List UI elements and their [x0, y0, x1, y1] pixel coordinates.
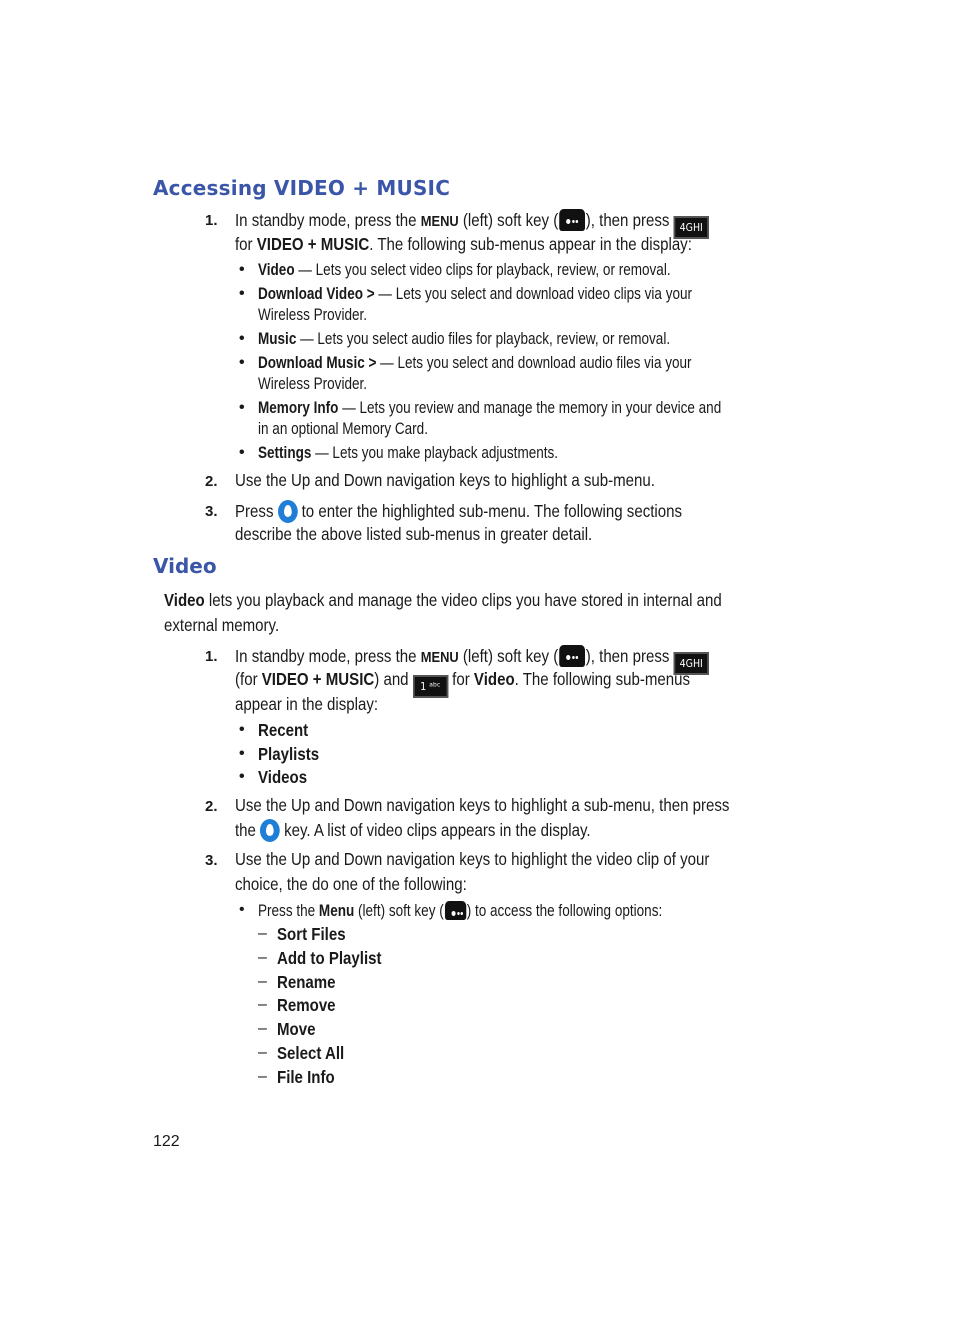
- bullet: •: [239, 768, 245, 785]
- bullet: •: [239, 330, 245, 347]
- option-sort-files: Sort Files: [277, 924, 346, 944]
- bullet: •: [239, 354, 245, 371]
- dash: –: [258, 925, 267, 942]
- v-step2-line2: the key. A list of video clips appears in the display.: [235, 820, 591, 840]
- bullet: •: [239, 285, 245, 302]
- dash: –: [258, 1020, 267, 1037]
- section-title-video: Video: [153, 554, 217, 578]
- step-number: 1.: [205, 648, 218, 665]
- step3-line1: Press to enter the highlighted sub-menu. The following sections: [235, 501, 683, 521]
- submenu-recent: Recent: [258, 720, 309, 740]
- option-file-info: File Info: [277, 1067, 335, 1087]
- step-number: 3.: [205, 503, 218, 520]
- key-4-icon: 4GHI: [674, 216, 709, 239]
- option-add-to-playlist: Add to Playlist: [277, 948, 382, 968]
- bullet-settings: Settings — Lets you make playback adjustments.: [258, 444, 559, 462]
- step-number: 3.: [205, 852, 218, 869]
- bullet-download-music: Download Music > — Lets you select and download audio files via your: [258, 354, 692, 372]
- bullet: •: [239, 399, 245, 416]
- option-rename: Rename: [277, 972, 336, 992]
- bullet-download-video-cont: Wireless Provider.: [258, 306, 368, 324]
- option-remove: Remove: [277, 995, 336, 1015]
- bullet: •: [239, 261, 245, 278]
- submenu-playlists: Playlists: [258, 744, 320, 764]
- v-step1-line1: In standby mode, press the MENU (left) soft key ( ), then press 4GHI: [235, 645, 709, 675]
- v-step3-line2: choice, the do one of the following:: [235, 874, 467, 894]
- step-number: 2.: [205, 473, 218, 490]
- step-number: 1.: [205, 212, 218, 229]
- left-soft-key-icon: [559, 645, 585, 667]
- ok-key-icon: [278, 500, 298, 523]
- bullet: •: [239, 901, 245, 918]
- page-number: 122: [153, 1133, 180, 1150]
- dash: –: [258, 1044, 267, 1061]
- v-step1-line2: (for VIDEO + MUSIC) and 1 ᵃᵇᶜ for Video. The following sub-menus: [235, 669, 690, 698]
- bullet: •: [239, 444, 245, 461]
- option-select-all: Select All: [277, 1043, 345, 1063]
- step-number: 2.: [205, 798, 218, 815]
- key-4-icon: 4GHI: [674, 652, 709, 675]
- menu-key-label: MENU: [420, 213, 459, 230]
- left-soft-key-icon: [559, 209, 585, 231]
- menu-key-label: MENU: [420, 649, 459, 666]
- left-soft-key-icon: [445, 901, 466, 920]
- dash: –: [258, 1068, 267, 1085]
- step1-line2: for VIDEO + MUSIC. The following sub-menus appear in the display:: [235, 234, 692, 254]
- dash: –: [258, 949, 267, 966]
- dash: –: [258, 996, 267, 1013]
- v-step3-line1: Use the Up and Down navigation keys to highlight the video clip of your: [235, 849, 710, 869]
- bullet-download-video: Download Video > — Lets you select and download video clips via your: [258, 285, 693, 303]
- bullet-music: Music — Lets you select audio files for playback, review, or removal.: [258, 330, 671, 348]
- option-move: Move: [277, 1019, 316, 1039]
- step1-line1: In standby mode, press the MENU (left) soft key ( ), then press 4GHI: [235, 209, 709, 239]
- video-intro-line1: Video lets you playback and manage the video clips you have stored in internal and: [164, 590, 722, 610]
- bullet: •: [239, 745, 245, 762]
- step3-line2: describe the above listed sub-menus in greater detail.: [235, 524, 593, 544]
- submenu-videos: Videos: [258, 767, 308, 787]
- key-1-icon: 1 ᵃᵇᶜ: [413, 675, 448, 698]
- option-instruction: Press the Menu (left) soft key ( ) to access the following options:: [258, 902, 663, 920]
- ok-key-icon: [260, 819, 280, 842]
- dash: –: [258, 973, 267, 990]
- bullet-memory-info: Memory Info — Lets you review and manage the memory in your device and: [258, 399, 722, 417]
- bullet-download-music-cont: Wireless Provider.: [258, 375, 368, 393]
- v-step2-line1: Use the Up and Down navigation keys to highlight a sub-menu, then press: [235, 795, 730, 815]
- bullet: •: [239, 721, 245, 738]
- section-title-accessing: Accessing VIDEO + MUSIC: [153, 176, 451, 200]
- step2-text: Use the Up and Down navigation keys to highlight a sub-menu.: [235, 470, 655, 490]
- video-intro-line2: external memory.: [164, 615, 280, 635]
- v-step1-line3: appear in the display:: [235, 694, 379, 714]
- bullet-memory-info-cont: in an optional Memory Card.: [258, 420, 428, 438]
- bullet-video: Video — Lets you select video clips for playback, review, or removal.: [258, 261, 671, 279]
